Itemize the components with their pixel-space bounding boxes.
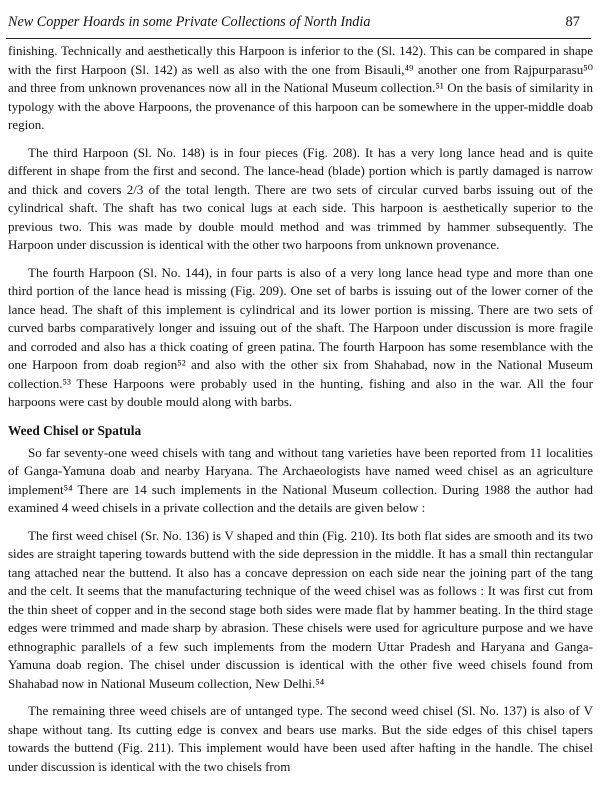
header-rule (6, 38, 591, 39)
paragraph-fourth-harpoon: The fourth Harpoon (Sl. No. 144), in four parts is also of a very long lance head type and more than one third portion of the lance head is missing (Fig. 209). One set of barbs is issuing out of the lower corner of the lance head. The shaft of this implement is cylindrical and its lower portion is missing. There are two sets of curved barbs comparatively longer and issuing out of the shaft. The Harpoon under discussion is more fragile and corroded and also has a thick coating of green patina. The fourth Harpoon has some resemblance with the one Harpoon from doab region⁵² and also with the other six from Shahabad, now in the National Museum collection.⁵³ These Harpoons were probably used in the hunting, fishing and also in the war. All the four harpoons were cast by double mould along with barbs. (8, 264, 593, 409)
page-number: 87 (565, 14, 580, 30)
running-head-title: New Copper Hoards in some Private Collections of North India (8, 14, 371, 30)
paragraph-harpoon-second-cont: finishing. Technically and aesthetically this Harpoon is inferior to the (Sl. 142). This can be compared in shape with the first Harpoon (Sl. 142) as well as also with the one from Bisauli,⁴⁹ another one from Rajpurparasu⁵⁰ and three from unknown provenances now all in the National Museum collection.⁵¹ On the basis of similarity in typology with the above Harpoons, the provenance of this harpoon can be somewhere in the upper-middle doab region. (8, 43, 593, 132)
paragraph-first-weed-chisel: The first weed chisel (Sr. No. 136) is V shaped and thin (Fig. 210). Its both flat sides are smooth and its two sides are straight tapering towards buttend with the side depression in the middle. It has a small thin rectangular tang attached near the buttend. It also has a concave depression on each side near the joining part of the tang and the celt. It seems that the manufacturing technique of the weed chisel was as follows : It was first cut from the thin sheet of copper and in the second stage both sides were made flat by hammer beating. In the third stage edges were trimmed and made sharp by abrasion. These chisels were used for agriculture purpose and we have ethnographic parallels of a few such implements from the modern Uttar Pradesh and Haryana and Ganga-Yamuna doab region. The chisel under discussion is identical with the other five weed chisels found from Shahabad now in National Museum collection, New Delhi.⁵⁴ (8, 527, 593, 691)
paragraph-weed-chisel-intro: So far seventy-one weed chisels with tang and without tang varieties have been reported from 11 localities of Ganga-Yamuna doab and nearby Haryana. The Archaeologists have named weed chisel as an agriculture implement⁵⁴ There are 14 such implements in the National Museum collection. During 1988 the author had examined 4 weed chisels in a private collection and the details are given below : (8, 444, 593, 515)
section-heading-weed-chisel: Weed Chisel or Spatula (8, 422, 142, 438)
paragraph-third-harpoon: The third Harpoon (Sl. No. 148) is in four pieces (Fig. 208). It has a very long lance head and is quite different in shape from the first and second. The lance-head (blade) portion which is partly damaged is narrow and thick and covers 2/3 of the total length. There are two sets of circular curved barbs issuing out of the cylindrical shaft. The shaft has two conical lugs at each side. This harpoon is aesthetically superior to the previous two. This was made by double mould method and was trimmed by hammer subsequently. The Harpoon under discussion is identical with the other two harpoons from unknown provenance. (8, 144, 593, 252)
paragraph-remaining-weed-chisels: The remaining three weed chisels are of untanged type. The second weed chisel (Sl. No. 137) is also of V shape without tang. Its cutting edge is convex and bears use marks. But the side edges of this chisel tapers towards the buttend (Fig. 211). This implement would have been used after hafting in the handle. The chisel under discussion is identical with the two chisels from (8, 703, 593, 774)
body-text (8, 42, 593, 785)
